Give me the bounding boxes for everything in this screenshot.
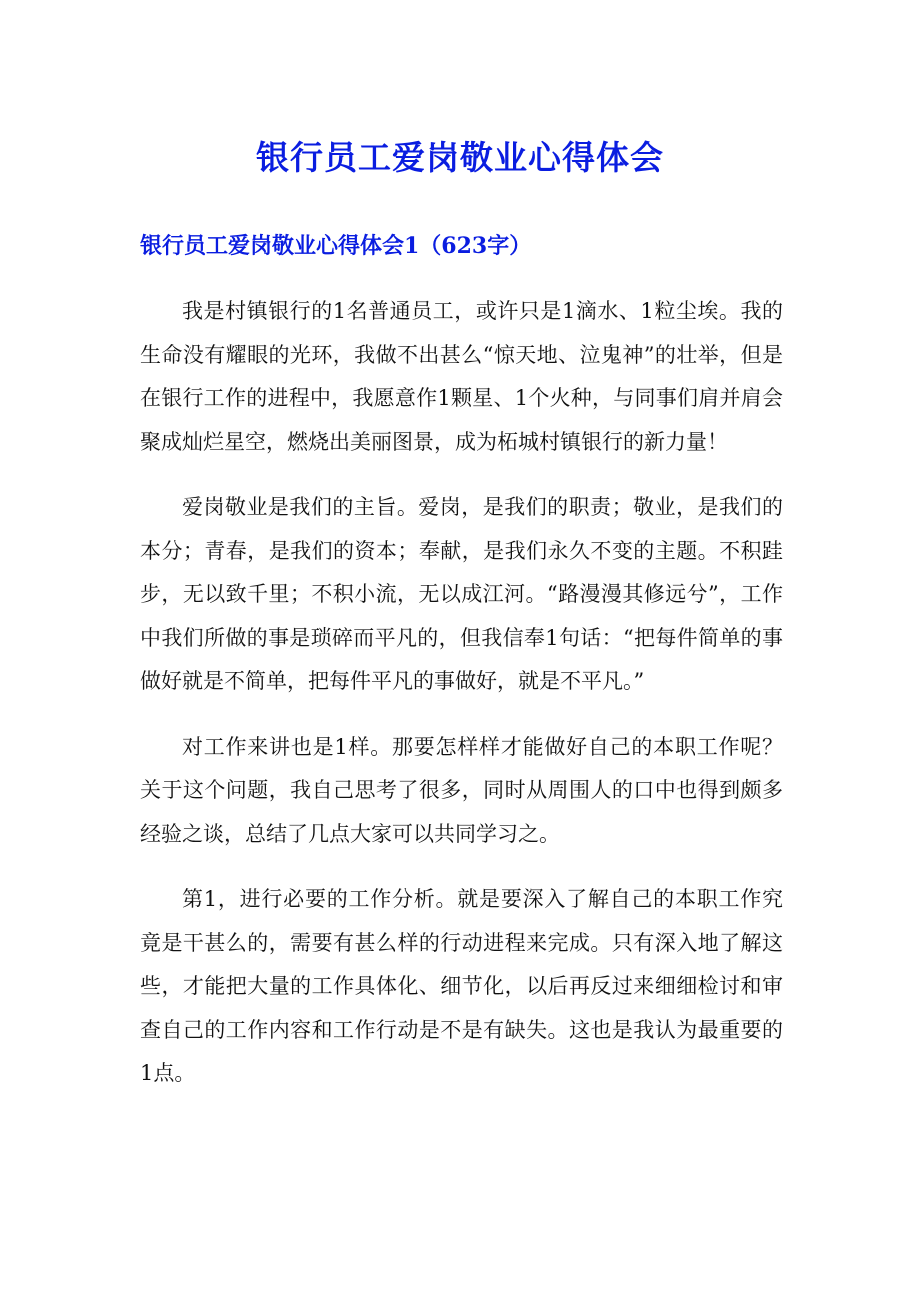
page-title: 银行员工爱岗敬业心得体会 (256, 138, 664, 177)
document-body (140, 290, 783, 1118)
paragraph-3: 对工作来讲也是1样。那要怎样样才能做好自己的本职工作呢？关于这个问题，我自己思考了很多，同时从周围人的口中也得到颇多经验之谈，总结了几点大家可以共同学习之。 (140, 734, 783, 846)
paragraph-1: 我是村镇银行的1名普通员工，或许只是1滴水、1粒尘埃。我的生命没有耀眼的光环，我做不出甚么“惊天地、泣鬼神”的壮举，但是在银行工作的进程中，我愿意作1颗星、1个火种，与同事们肩并肩会聚成灿烂星空，燃烧出美丽图景，成为柘城村镇银行的新力量！ (140, 299, 783, 454)
paragraph-4: 第1，进行必要的工作分析。就是要深入了解自己的本职工作究竟是干甚么的，需要有甚么样的行动进程来完成。只有深入地了解这些，才能把大量的工作具体化、细节化，以后再反过来细细检讨和审查自己的工作内容和工作行动是不是有缺失。这也是我认为最重要的1点。 (140, 887, 783, 1085)
paragraph-2: 爱岗敬业是我们的主旨。爱岗，是我们的职责；敬业，是我们的本分；青春，是我们的资本；奉献，是我们永久不变的主题。不积跬步，无以致千里；不积小流，无以成江河。“路漫漫其修远兮”，工作中我们所做的事是琐碎而平凡的，但我信奉1句话：“把每件简单的事做好就是不简单，把每件平凡的事做好，就是不平凡。” (140, 495, 783, 693)
section-heading: 银行员工爱岗敬业心得体会1（623字） (140, 233, 532, 259)
